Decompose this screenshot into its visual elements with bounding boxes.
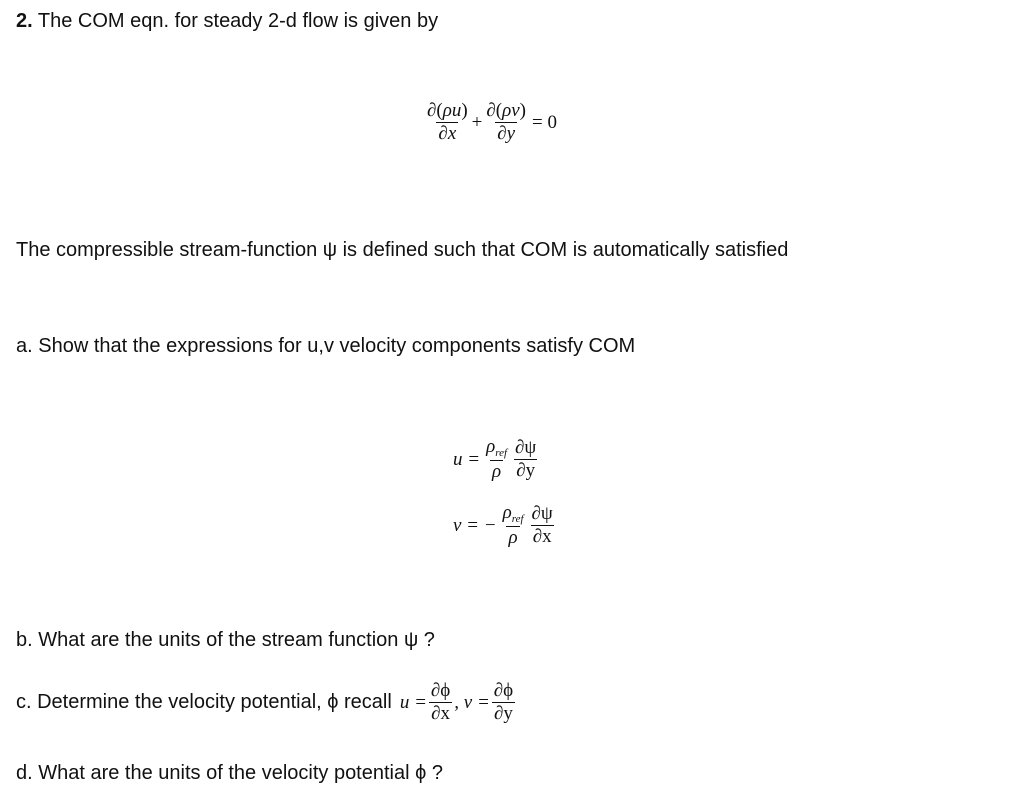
v-derivative: $\frac{\partial\psi}{\partial x}$ — [531, 503, 553, 547]
v-density-ratio: $\frac{\rho_{ref}}{\rho}$ — [502, 502, 524, 548]
u-derivative: $\frac{\partial\psi}{\partial y}$ — [515, 437, 537, 481]
com-equals-zero: = 0 — [532, 111, 557, 133]
v-lhs: v = − — [453, 514, 497, 536]
part-c-dphi-dx: $\frac{\partial\phi}{\partial x}$ — [430, 680, 451, 724]
u-density-ratio: $\frac{\rho_{ref}}{\rho}$ — [486, 436, 508, 482]
question-text: The COM eqn. for steady 2-d flow is given by — [37, 10, 439, 32]
com-plus: + — [471, 111, 483, 133]
question-number: 2. — [16, 10, 33, 32]
part-c — [16, 680, 515, 725]
part-c-u: u = — [399, 691, 427, 713]
question-2-header — [16, 10, 438, 33]
part-a-text: a. Show that the expressions for u,v velocity components satisfy COM — [16, 335, 636, 357]
part-c-text: c. Determine the velocity potential, ϕ recall — [16, 691, 392, 713]
com-term-2: $\frac{\partial(\rho v)}{\partial y}$ — [486, 100, 526, 144]
u-equation — [453, 436, 538, 483]
part-c-dphi-dy: $\frac{\partial\phi}{\partial y}$ — [493, 680, 514, 724]
part-c-formula — [400, 680, 515, 725]
stream-function-text: The compressible stream-function ψ is defined such that COM is automatically satisfied — [16, 239, 789, 261]
u-lhs: u = — [453, 448, 481, 470]
part-b-text: b. What are the units of the stream function ψ ? — [16, 629, 435, 651]
v-equation — [453, 502, 555, 549]
part-d-text: d. What are the units of the velocity potential ϕ ? — [16, 762, 443, 784]
com-equation — [425, 100, 557, 145]
part-c-v: , v = — [454, 691, 490, 713]
com-term-1: $\frac{\partial(\rho u)}{\partial x}$ — [427, 100, 468, 144]
